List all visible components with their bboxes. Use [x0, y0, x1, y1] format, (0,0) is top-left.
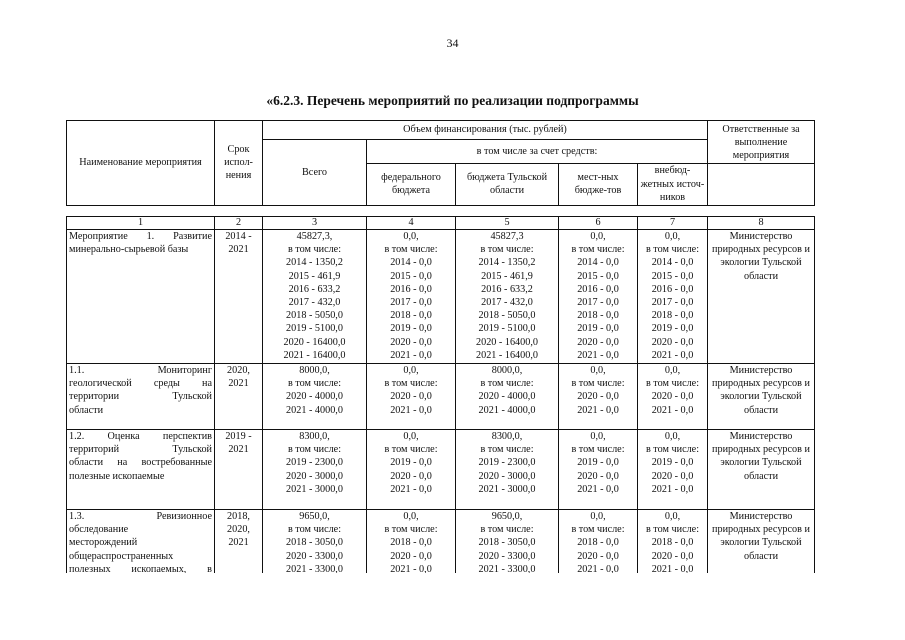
cell-line: 8000,0,: [491, 365, 523, 376]
cell-line: 2016 - 0,0: [577, 283, 619, 295]
cell-total: [263, 230, 367, 364]
page-number: 34: [446, 36, 459, 50]
cell-line: месторождений: [69, 537, 138, 549]
cell-line: территории Тульской: [69, 391, 212, 403]
header-responsible: Ответственные за выполнение мероприятия: [708, 121, 815, 164]
cell-line: 2021 - 0,0: [577, 404, 619, 416]
cell-line: 2020 - 16400,0: [476, 336, 538, 348]
column-number: 7: [638, 217, 708, 230]
cell-line: области: [743, 270, 779, 282]
cell-line: 2020 - 16400,0: [283, 336, 346, 348]
cell-line: 2021 - 0,0: [651, 349, 694, 361]
cell-line: 0,0,: [403, 431, 419, 442]
cell-line: 2020 - 0,0: [577, 470, 619, 482]
cell-line: 2021 - 0,0: [390, 563, 432, 573]
cell-line: области: [743, 404, 779, 416]
cell-line: 2020 - 0,0: [651, 391, 694, 403]
cell-regional: [456, 430, 559, 510]
cell-total: [263, 364, 367, 430]
cell-line: в том числе:: [645, 444, 700, 456]
cell-line: 2021 - 4000,0: [478, 404, 536, 416]
cell-line: 45827,3,: [296, 231, 333, 242]
cell-line: 2018 - 5050,0: [286, 310, 343, 322]
cell-line: 2019 - 5100,0: [286, 323, 343, 335]
header-federal: федерального бюджета: [367, 163, 456, 205]
cell-line: 0,0,: [664, 365, 681, 376]
cell-line: 2019 - 0,0: [390, 323, 432, 335]
cell-line: 2014 - 0,0: [390, 257, 432, 269]
cell-line: 9650,0,: [491, 511, 523, 522]
cell-line: полезные ископаемые: [69, 470, 165, 482]
cell-line: 2015 - 0,0: [651, 270, 694, 282]
cell-extra: [638, 510, 708, 574]
cell-line: области: [743, 470, 779, 482]
cell-line: 0,0,: [664, 431, 681, 442]
cell-line: в том числе:: [287, 444, 342, 456]
cell-line: в том числе:: [287, 378, 342, 390]
cell-line: 2021 - 0,0: [390, 483, 432, 495]
cell-federal: [367, 510, 456, 574]
cell-line: 2021 - 16400,0: [476, 349, 538, 361]
cell-line: 2020 - 3300,0: [478, 550, 536, 562]
cell-line: минерально-сырьевой базы: [69, 244, 189, 256]
cell-responsible: [708, 230, 815, 364]
cell-line: 2019 - 0,0: [390, 457, 432, 469]
cell-line: экологии Тульской: [720, 457, 802, 469]
cell-line: Министерство: [729, 231, 793, 242]
cell-line: 2017 - 432,0: [481, 297, 533, 309]
cell-line: 2017 - 0,0: [577, 297, 619, 309]
cell-line: 2016 - 633,2: [288, 283, 341, 295]
cell-line: 2020 - 0,0: [390, 336, 432, 348]
cell-line: природных ресурсов и: [712, 524, 810, 536]
cell-line: природных ресурсов и: [712, 378, 810, 390]
cell-line: 2018,: [227, 511, 250, 522]
cell-local: [559, 430, 638, 510]
cell-line: в том числе:: [571, 244, 625, 256]
cell-line: 2018 - 0,0: [390, 537, 432, 549]
column-number: 2: [215, 217, 263, 230]
cell-line: экологии Тульской: [720, 537, 802, 549]
cell-line: в том числе:: [480, 444, 534, 456]
cell-line: в том числе:: [480, 524, 534, 536]
cell-line: 2020 - 0,0: [577, 391, 619, 403]
header-local: мест-ных бюдже-тов: [559, 163, 638, 205]
cell-local: [559, 230, 638, 364]
cell-line: экологии Тульской: [720, 391, 802, 403]
cell-line: 2020 - 0,0: [651, 470, 694, 482]
cell-line: 2018 - 5050,0: [478, 310, 536, 322]
cell-line: 2018 - 0,0: [577, 310, 619, 322]
cell-line: 8300,0,: [299, 431, 330, 442]
cell-responsible: [708, 364, 815, 430]
cell-line: 2020 - 3300,0: [286, 550, 343, 562]
cell-line: 2015 - 461,9: [481, 270, 533, 282]
cell-line: природных ресурсов и: [712, 244, 810, 256]
cell-extra: [638, 430, 708, 510]
cell-line: 2018 - 0,0: [651, 310, 694, 322]
cell-line: 1.3. Ревизионное: [69, 511, 212, 522]
column-number: 4: [367, 217, 456, 230]
cell-responsible: [708, 430, 815, 510]
cell-line: 2021: [228, 537, 249, 549]
cell-line: полезных ископаемых, в: [69, 563, 212, 573]
cell-line: 2020 - 0,0: [651, 550, 694, 562]
cell-term: [215, 230, 263, 364]
cell-line: 0,0,: [590, 231, 606, 242]
cell-line: 2019 - 0,0: [577, 323, 619, 335]
cell-line: в том числе:: [480, 244, 534, 256]
cell-line: 2020,: [227, 365, 250, 376]
cell-line: в том числе:: [571, 524, 625, 536]
cell-line: Министерство: [729, 511, 793, 522]
cell-line: в том числе:: [571, 378, 625, 390]
table-row: [67, 510, 815, 574]
cell-term: [215, 430, 263, 510]
cell-line: 2019 - 0,0: [651, 457, 694, 469]
cell-name: [67, 230, 215, 364]
cell-line: 2017 - 0,0: [390, 297, 432, 309]
cell-local: [559, 510, 638, 574]
table-row: [67, 364, 815, 430]
cell-line: в том числе:: [384, 444, 438, 456]
cell-line: общераспространенных: [69, 550, 174, 562]
cell-regional: [456, 230, 559, 364]
cell-line: Министерство: [729, 365, 793, 376]
cell-term: [215, 364, 263, 430]
table-body: [66, 216, 815, 573]
cell-line: 2021 - 0,0: [390, 404, 432, 416]
cell-line: 2014 - 1350,2: [478, 257, 536, 269]
cell-line: 0,0,: [664, 511, 681, 522]
cell-line: 2020 - 4000,0: [478, 391, 536, 403]
cell-line: 2020 - 3000,0: [286, 470, 343, 482]
cell-line: 2018 - 0,0: [390, 310, 432, 322]
cell-total: [263, 510, 367, 574]
cell-line: в том числе:: [287, 244, 342, 256]
cell-line: 2019 - 0,0: [651, 323, 694, 335]
cell-regional: [456, 510, 559, 574]
cell-total: [263, 430, 367, 510]
column-number: 3: [263, 217, 367, 230]
column-numbers-row: [67, 217, 815, 230]
cell-line: 2019 - 0,0: [577, 457, 619, 469]
cell-line: 2018 - 3050,0: [286, 537, 343, 549]
cell-line: области: [69, 404, 104, 416]
cell-line: в том числе:: [384, 378, 438, 390]
cell-line: 1.2. Оценка перспектив: [69, 431, 212, 442]
cell-line: 0,0,: [664, 231, 681, 242]
table-row: [67, 230, 815, 364]
cell-line: 2016 - 633,2: [481, 283, 533, 295]
cell-line: в том числе:: [645, 524, 700, 536]
cell-line: 0,0,: [403, 231, 419, 242]
cell-line: 2020 - 0,0: [390, 550, 432, 562]
cell-line: 2020 - 0,0: [390, 391, 432, 403]
cell-line: 2017 - 0,0: [651, 297, 694, 309]
cell-line: 2019 - 2300,0: [478, 457, 536, 469]
cell-line: области: [743, 550, 779, 562]
cell-line: 0,0,: [590, 431, 606, 442]
cell-line: 2020 - 0,0: [577, 336, 619, 348]
cell-line: 2018 - 3050,0: [478, 537, 536, 549]
cell-responsible: [708, 510, 815, 574]
cell-line: в том числе:: [287, 524, 342, 536]
header-empty-cell: [708, 163, 815, 205]
cell-line: Мероприятие 1. Развитие: [69, 231, 212, 242]
cell-line: 2014 - 0,0: [577, 257, 619, 269]
cell-name: [67, 510, 215, 574]
cell-extra: [638, 364, 708, 430]
cell-name: [67, 364, 215, 430]
table-header: [66, 120, 815, 206]
cell-line: в том числе:: [571, 444, 625, 456]
cell-line: в том числе:: [384, 524, 438, 536]
cell-regional: [456, 364, 559, 430]
cell-line: 2016 - 0,0: [390, 283, 432, 295]
cell-line: 2021 - 0,0: [651, 404, 694, 416]
column-number: 6: [559, 217, 638, 230]
header-name: Наименование мероприятия: [67, 121, 215, 206]
cell-line: 2021 - 16400,0: [283, 349, 346, 361]
cell-line: 2020 - 0,0: [577, 550, 619, 562]
cell-line: 0,0,: [403, 511, 419, 522]
cell-line: в том числе:: [645, 244, 700, 256]
cell-line: 2018 - 0,0: [651, 537, 694, 549]
cell-line: 2021 - 4000,0: [286, 404, 343, 416]
cell-line: 2021 - 0,0: [651, 483, 694, 495]
column-number: 1: [67, 217, 215, 230]
cell-line: 2021 - 3300,0: [286, 563, 343, 573]
cell-line: 2021 - 0,0: [577, 563, 619, 573]
cell-line: природных ресурсов и: [712, 444, 810, 456]
page-title: «6.2.3. Перечень мероприятий по реализации подпрограммы: [266, 93, 639, 108]
cell-line: 0,0,: [590, 365, 606, 376]
cell-line: территорий Тульской: [69, 444, 212, 456]
header-funding: Объем финансирования (тыс. рублей): [263, 121, 708, 140]
cell-line: 2021: [228, 244, 249, 256]
cell-line: 2019 -: [225, 431, 252, 442]
cell-line: 2021 - 3000,0: [286, 483, 343, 495]
cell-line: 2021 - 3300,0: [478, 563, 536, 573]
cell-line: 1.1. Мониторинг: [69, 365, 212, 376]
cell-line: 2015 - 0,0: [577, 270, 619, 282]
cell-line: в том числе:: [384, 244, 438, 256]
cell-line: Министерство: [729, 431, 793, 442]
header-regional: бюджета Тульской области: [456, 163, 559, 205]
cell-line: 2021 - 0,0: [651, 563, 694, 573]
cell-line: 2021 - 0,0: [577, 483, 619, 495]
cell-line: 8000,0,: [299, 365, 330, 376]
column-number: 8: [708, 217, 815, 230]
cell-line: 2020,: [227, 524, 250, 536]
cell-federal: [367, 230, 456, 364]
cell-line: 2014 - 0,0: [651, 257, 694, 269]
cell-line: 2015 - 461,9: [288, 270, 341, 282]
table-row: [67, 430, 815, 510]
column-number: 5: [456, 217, 559, 230]
cell-line: 2015 - 0,0: [390, 270, 432, 282]
cell-line: в том числе:: [645, 378, 700, 390]
cell-line: области на востребованные: [69, 457, 212, 469]
cell-line: 2020 - 0,0: [651, 336, 694, 348]
cell-line: геологической среды на: [69, 378, 212, 390]
cell-extra: [638, 230, 708, 364]
cell-line: 2021: [228, 444, 249, 456]
cell-line: 2016 - 0,0: [651, 283, 694, 295]
cell-line: 8300,0,: [491, 431, 523, 442]
cell-line: 9650,0,: [299, 511, 330, 522]
cell-line: 2021 - 0,0: [577, 349, 619, 361]
cell-line: 2019 - 2300,0: [286, 457, 343, 469]
cell-line: 2014 -: [225, 231, 252, 242]
header-including: в том числе за счет средств:: [367, 140, 708, 164]
cell-line: 2021 - 0,0: [390, 349, 432, 361]
cell-line: 0,0,: [590, 511, 606, 522]
cell-line: 0,0,: [403, 365, 419, 376]
cell-name: [67, 430, 215, 510]
cell-line: 2019 - 5100,0: [478, 323, 536, 335]
cell-line: 45827,3: [490, 231, 524, 242]
cell-line: 2020 - 4000,0: [286, 391, 343, 403]
cell-line: 2021: [228, 378, 249, 390]
cell-line: 2020 - 3000,0: [478, 470, 536, 482]
cell-line: 2020 - 0,0: [390, 470, 432, 482]
header-term: Срок испол-нения: [215, 121, 263, 206]
header-extra: внебюд-жетных источ-ников: [638, 163, 708, 205]
cell-line: 2017 - 432,0: [288, 297, 341, 309]
cell-local: [559, 364, 638, 430]
cell-line: экологии Тульской: [720, 257, 802, 269]
cell-line: обследование: [69, 524, 129, 536]
cell-line: 2018 - 0,0: [577, 537, 619, 549]
cell-line: 2021 - 3000,0: [478, 483, 536, 495]
cell-line: в том числе:: [480, 378, 534, 390]
cell-federal: [367, 364, 456, 430]
header-total: Всего: [263, 140, 367, 206]
cell-term: [215, 510, 263, 574]
cell-line: 2014 - 1350,2: [286, 257, 343, 269]
cell-federal: [367, 430, 456, 510]
